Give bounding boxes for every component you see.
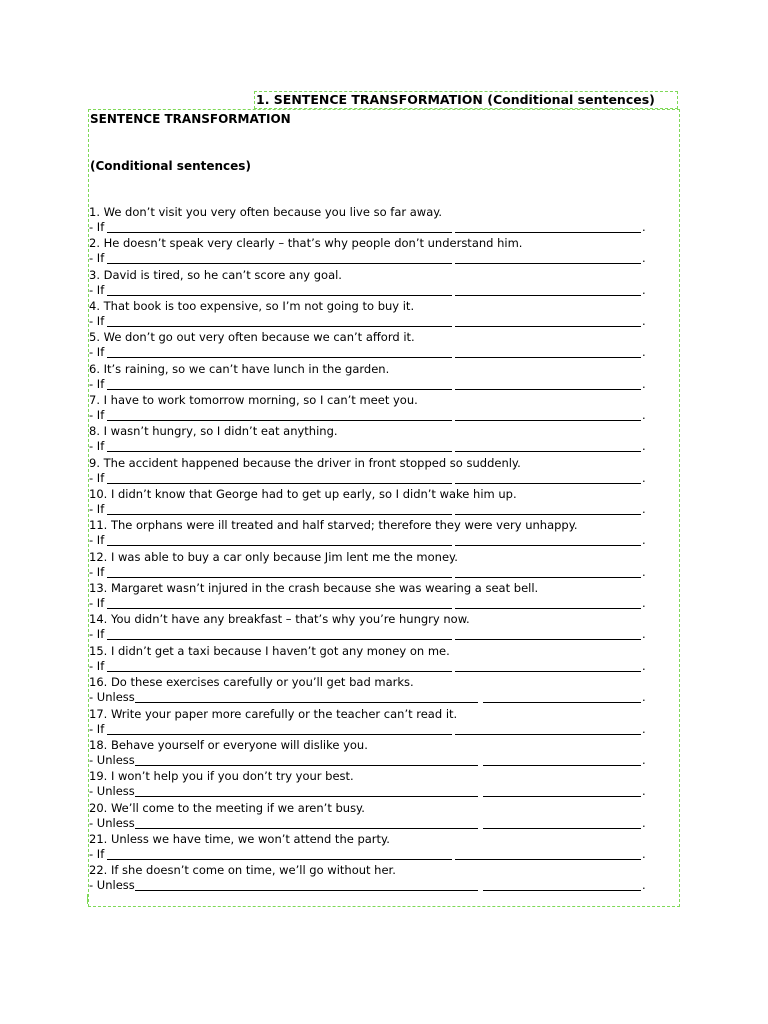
answer-prefix: - If: [89, 282, 105, 297]
exercise-item: [89, 863, 659, 894]
answer-prefix: - Unless: [89, 690, 135, 705]
exercise-item: [89, 801, 659, 832]
exercise-question: 13. Margaret wasn’t injured in the crash because she was wearing a seat bell.: [89, 581, 539, 596]
answer-blank-first[interactable]: [107, 326, 452, 327]
answer-blank-second[interactable]: [455, 671, 641, 672]
answer-blank-second[interactable]: [455, 357, 641, 358]
answer-prefix: - Unless: [89, 878, 135, 893]
answer-prefix: - Unless: [89, 784, 135, 799]
exercise-question: 11. The orphans were ill treated and half starved; therefore they were very unhappy.: [89, 518, 578, 533]
answer-end-period: .: [642, 251, 646, 266]
exercise-question: 19. I won’t help you if you don’t try your best.: [89, 769, 354, 784]
answer-prefix: - If: [89, 314, 105, 329]
answer-prefix: - If: [89, 846, 105, 861]
exercise-question: 22. If she doesn’t come on time, we’ll go without her.: [89, 863, 396, 878]
exercise-item: [89, 299, 659, 330]
answer-end-period: .: [642, 502, 646, 517]
exercise-question: 14. You didn’t have any breakfast – that’s why you’re hungry now.: [89, 612, 470, 627]
answer-blank-second[interactable]: [455, 859, 641, 860]
exercise-question: 20. We’ll come to the meeting if we aren’t busy.: [89, 800, 365, 815]
document-subtitle: (Conditional sentences): [90, 159, 251, 173]
answer-blank-first[interactable]: [107, 639, 452, 640]
answer-end-period: .: [642, 815, 646, 830]
answer-end-period: .: [642, 439, 646, 454]
answer-blank-second[interactable]: [455, 514, 641, 515]
answer-blank-second[interactable]: [455, 639, 641, 640]
answer-line: [89, 690, 659, 705]
answer-blank-first[interactable]: [107, 671, 452, 672]
exercise-item: [89, 644, 659, 675]
answer-blank-second[interactable]: [455, 263, 641, 264]
document-title: SENTENCE TRANSFORMATION: [90, 112, 291, 126]
answer-blank-second[interactable]: [455, 577, 641, 578]
exercise-item: [89, 268, 659, 299]
answer-blank-first[interactable]: [107, 577, 452, 578]
exercise-question: 6. It’s raining, so we can’t have lunch in the garden.: [89, 361, 390, 376]
answer-blank-second[interactable]: [483, 702, 641, 703]
answer-end-period: .: [642, 533, 646, 548]
answer-end-period: .: [642, 658, 646, 673]
answer-blank-first[interactable]: [107, 734, 452, 735]
answer-prefix: - If: [89, 439, 105, 454]
answer-line: [89, 784, 659, 799]
answer-blank-first[interactable]: [107, 263, 452, 264]
exercise-item: [89, 832, 659, 863]
exercise-question: 15. I didn’t get a taxi because I haven’t got any money on me.: [89, 643, 450, 658]
answer-prefix: - If: [89, 345, 105, 360]
exercise-question: 5. We don’t go out very often because we can’t afford it.: [89, 330, 415, 345]
answer-end-period: .: [642, 627, 646, 642]
answer-end-period: .: [642, 878, 646, 893]
answer-blank-second[interactable]: [455, 326, 641, 327]
answer-blank-first[interactable]: [107, 389, 452, 390]
exercise-item: [89, 581, 659, 612]
answer-blank-second[interactable]: [483, 765, 641, 766]
answer-line: [89, 753, 659, 768]
exercise-item: [89, 738, 659, 769]
answer-line: [89, 251, 659, 266]
answer-prefix: - If: [89, 376, 105, 391]
exercise-item: [89, 487, 659, 518]
answer-line: [89, 471, 659, 486]
exercise-question: 18. Behave yourself or everyone will dislike you.: [89, 737, 368, 752]
answer-end-period: .: [642, 408, 646, 423]
answer-end-period: .: [642, 376, 646, 391]
exercise-question: 2. He doesn’t speak very clearly – that’s why people don’t understand him.: [89, 236, 523, 251]
answer-line: [89, 283, 659, 298]
answer-prefix: - If: [89, 470, 105, 485]
answer-blank-second[interactable]: [455, 420, 641, 421]
answer-blank-first[interactable]: [107, 545, 452, 546]
exercise-item: [89, 769, 659, 800]
answer-prefix: - If: [89, 251, 105, 266]
exercise-item: [89, 675, 659, 706]
exercise-question: 10. I didn’t know that George had to get up early, so I didn’t wake him up.: [89, 487, 517, 502]
exercise-question: 7. I have to work tomorrow morning, so I can’t meet you.: [89, 393, 418, 408]
answer-prefix: - If: [89, 220, 105, 234]
answer-line: [89, 878, 659, 893]
answer-blank-second[interactable]: [483, 890, 641, 891]
exercise-question: 8. I wasn’t hungry, so I didn’t eat anything.: [89, 424, 338, 439]
answer-line: [89, 314, 659, 329]
answer-blank-first[interactable]: [107, 483, 452, 484]
answer-blank-second[interactable]: [483, 796, 641, 797]
answer-end-period: .: [642, 596, 646, 611]
answer-line: [89, 533, 659, 548]
answer-line: [89, 627, 659, 642]
answer-prefix: - If: [89, 564, 105, 579]
exercise-item: [89, 205, 659, 236]
exercise-question: 3. David is tired, so he can’t score any goal.: [89, 267, 342, 282]
answer-prefix: - If: [89, 533, 105, 548]
exercise-list: [89, 205, 659, 895]
exercise-item: [89, 424, 659, 455]
answer-prefix: - If: [89, 721, 105, 736]
exercise-question: 21. Unless we have time, we won’t attend the party.: [89, 831, 390, 846]
answer-end-period: .: [642, 220, 646, 234]
answer-blank-second[interactable]: [455, 483, 641, 484]
exercise-item: [89, 456, 659, 487]
answer-blank-second[interactable]: [483, 828, 641, 829]
answer-blank-second[interactable]: [455, 451, 641, 452]
answer-line: [89, 596, 659, 611]
answer-end-period: .: [642, 784, 646, 799]
answer-end-period: .: [642, 345, 646, 360]
exercise-question: 17. Write your paper more carefully or the teacher can’t read it.: [89, 706, 458, 721]
answer-blank-second[interactable]: [455, 608, 641, 609]
answer-prefix: - Unless: [89, 752, 135, 767]
answer-line: [89, 502, 659, 517]
answer-blank-first[interactable]: [107, 357, 452, 358]
answer-line: [89, 345, 659, 360]
exercise-question: 9. The accident happened because the driver in front stopped so suddenly.: [89, 455, 521, 470]
exercise-item: [89, 612, 659, 643]
answer-line: [89, 816, 659, 831]
answer-end-period: .: [642, 846, 646, 861]
answer-line: [89, 722, 659, 737]
exercise-item: [89, 550, 659, 581]
answer-end-period: .: [642, 314, 646, 329]
answer-line: [89, 659, 659, 674]
exercise-item: [89, 518, 659, 549]
answer-blank-first[interactable]: [135, 765, 478, 766]
answer-blank-first[interactable]: [135, 828, 478, 829]
exercise-question: 4. That book is too expensive, so I’m not going to buy it.: [89, 299, 415, 314]
answer-blank-second[interactable]: [455, 232, 641, 233]
answer-blank-first[interactable]: [107, 608, 452, 609]
answer-prefix: - Unless: [89, 815, 135, 830]
answer-blank-first[interactable]: [107, 451, 452, 452]
answer-line: [89, 377, 659, 392]
answer-prefix: - If: [89, 658, 105, 673]
answer-end-period: .: [642, 752, 646, 767]
answer-prefix: - If: [89, 408, 105, 423]
answer-line: [89, 220, 659, 235]
exercise-item: [89, 362, 659, 393]
frame-corner-mark: [87, 894, 91, 904]
answer-end-period: .: [642, 690, 646, 705]
exercise-item: [89, 707, 659, 738]
exercise-question: 12. I was able to buy a car only because Jim lent me the money.: [89, 549, 458, 564]
answer-prefix: - If: [89, 627, 105, 642]
answer-blank-first[interactable]: [107, 232, 452, 233]
exercise-item: [89, 330, 659, 361]
answer-blank-second[interactable]: [455, 389, 641, 390]
exercise-item: [89, 236, 659, 267]
answer-blank-first[interactable]: [107, 514, 452, 515]
answer-blank-first[interactable]: [107, 859, 452, 860]
answer-prefix: - If: [89, 502, 105, 517]
exercise-question: 16. Do these exercises carefully or you’ll get bad marks.: [89, 675, 414, 690]
answer-blank-first[interactable]: [107, 420, 452, 421]
answer-end-period: .: [642, 564, 646, 579]
answer-blank-second[interactable]: [455, 734, 641, 735]
answer-end-period: .: [642, 470, 646, 485]
answer-line: [89, 439, 659, 454]
answer-blank-first[interactable]: [107, 295, 452, 296]
answer-blank-second[interactable]: [455, 545, 641, 546]
answer-line: [89, 565, 659, 580]
section-heading: 1. SENTENCE TRANSFORMATION (Conditional sentences): [256, 92, 655, 107]
answer-line: [89, 408, 659, 423]
answer-end-period: .: [642, 721, 646, 736]
answer-blank-second[interactable]: [455, 295, 641, 296]
exercise-item: [89, 393, 659, 424]
answer-blank-first[interactable]: [135, 702, 478, 703]
answer-blank-first[interactable]: [135, 796, 478, 797]
answer-prefix: - If: [89, 596, 105, 611]
answer-blank-first[interactable]: [135, 890, 478, 891]
answer-line: [89, 847, 659, 862]
exercise-question: 1. We don’t visit you very often because you live so far away.: [89, 205, 443, 219]
answer-end-period: .: [642, 282, 646, 297]
